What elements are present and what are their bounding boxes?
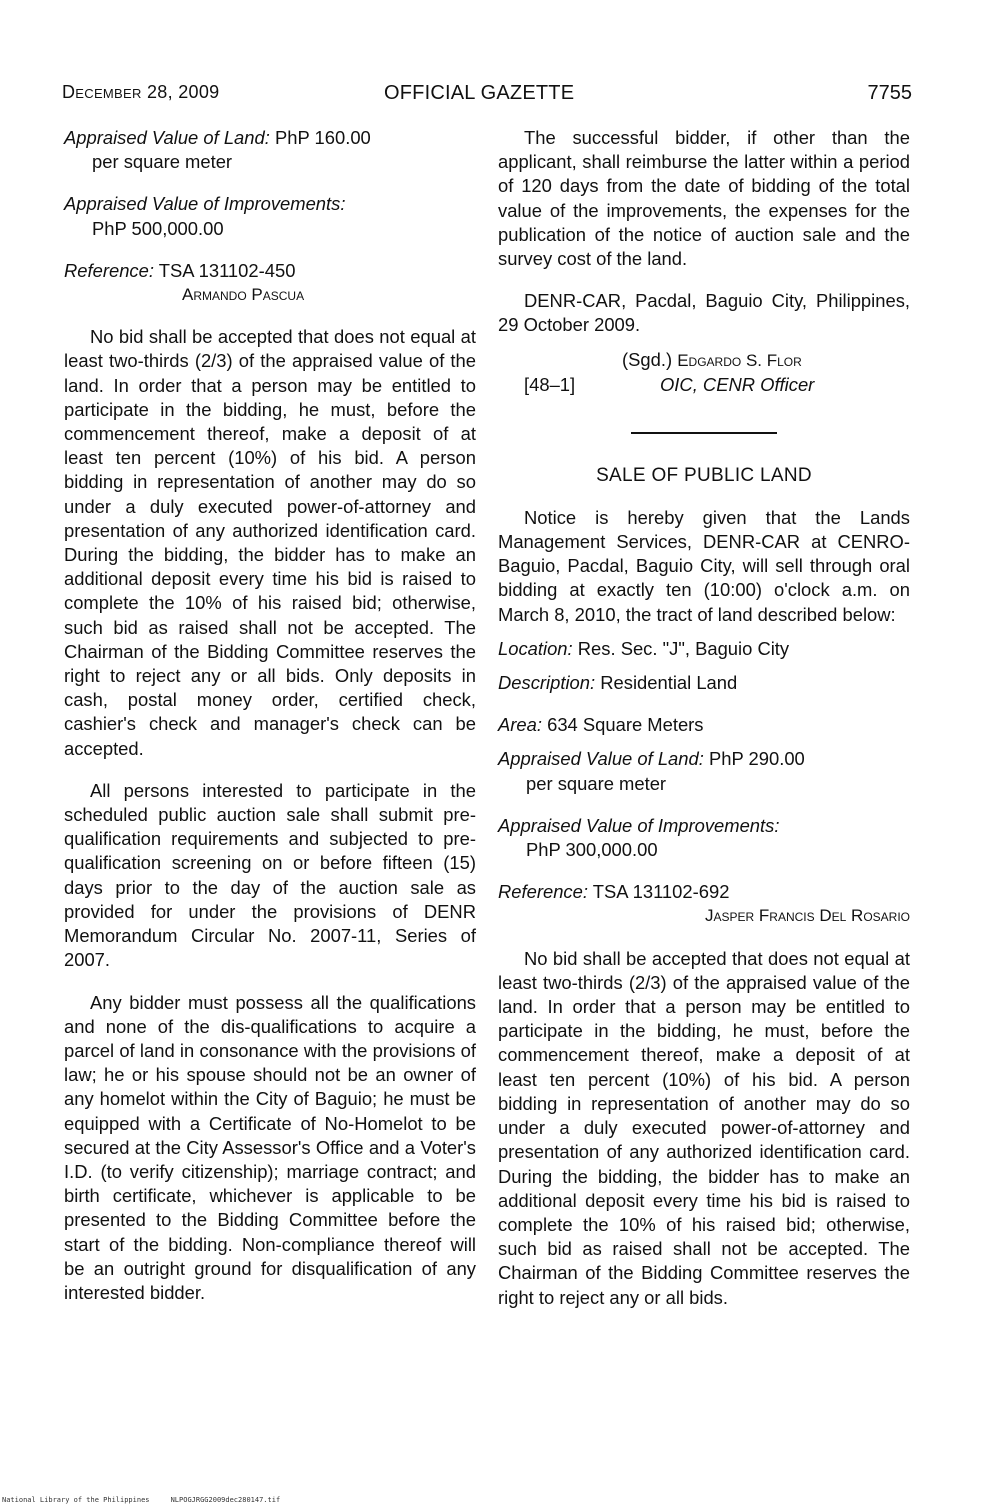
location-item — [498, 637, 910, 661]
reference-label: Reference: — [498, 881, 588, 903]
scan-label: National Library of the Philippines — [2, 1496, 150, 1504]
land-value-item — [64, 126, 476, 174]
signature-block — [498, 348, 910, 398]
page-number: 7755 — [867, 82, 912, 104]
reference-item — [498, 880, 910, 928]
improvements-value: PhP 500,000.00 — [92, 217, 224, 239]
section-title: SALE OF PUBLIC LAND — [596, 464, 812, 486]
prequalification-paragraph: All persons interested to participate in the scheduled public auction sale shall submit pre-qualification requirements and subjected to pre-qualification screening on or before fifteen (15) days prior to the day of the auction sale as provided for under the provisions of DENR Memorandum Circular No. 2007-11, Series of 2007. — [64, 779, 476, 971]
scan-footer — [2, 1496, 280, 1504]
improvements-item — [64, 192, 476, 240]
place-date: DENR-CAR, Pacdal, Baguio City, Philippines, 29 October 2009. — [498, 290, 910, 336]
description-label: Description: — [498, 672, 596, 694]
location-value: Res. Sec. "J", Baguio City — [577, 637, 790, 659]
signatory-title: OIC, CENR Officer — [660, 373, 815, 395]
left-column — [64, 126, 476, 1305]
description-item — [498, 671, 910, 695]
land-value-item — [498, 747, 910, 795]
sgd-prefix: (Sgd.) — [622, 348, 673, 370]
signature-line — [622, 348, 802, 373]
improvements-label: Appraised Value of Improvements: — [498, 814, 780, 836]
qualifications-paragraph: Any bidder must possess all the qualifications and none of the dis-qualifications to acquire a parcel of land in consonance with the provisions of law; he or his spouse should not be an owner of any homelot within the City of Baguio; he must be equipped with a Certificate of No-Homelot to be secured at the City Assessor's Office and a Voter's I.D. (to verify citizenship); marriage contract; and birth certificate, whichever is applicable to be presented to the Bidding Committee before the start of the bidding. Non-compliance thereof will be an outright ground for disqualification of any interested bidder. — [64, 991, 476, 1303]
reference-label: Reference: — [64, 259, 154, 281]
land-value: PhP 290.00 — [708, 748, 805, 770]
bid-rules-paragraph: No bid shall be accepted that does not equal at least two-thirds (2/3) of the appraised value of the land. In order that a person may be entitled to participate in the bidding, he must, before the commencement thereof, make a deposit of at least ten percent (10%) of his bid. A person bidding in representation of another may do so under a duly executed power-of-attorney and presentation of any authorized identification card. During the bidding, the bidder has to make an additional deposit every time his bid is raised to complete the 10% of his raised bid; otherwise, such bid as raised shall not be accepted. The Chairman of the Bidding Committee reserves the right to reject any or all bids. — [498, 947, 910, 1308]
land-value-label: Appraised Value of Land: — [64, 127, 270, 148]
improvements-item — [498, 814, 910, 862]
reference-item — [64, 259, 476, 307]
improvements-label: Appraised Value of Improvements: — [64, 193, 346, 215]
page-header — [62, 82, 912, 108]
right-column — [498, 126, 910, 1310]
section-divider — [631, 432, 777, 434]
land-value: PhP 160.00 — [274, 127, 371, 148]
reference-value: TSA 131102-692 — [592, 881, 730, 903]
issue-code: [48–1] — [524, 373, 576, 395]
issue-date: December 28, 2009 — [62, 82, 220, 102]
signatory-name: Edgardo S. Flor — [677, 350, 802, 370]
land-value-unit: per square meter — [526, 772, 667, 794]
reimbursement-paragraph: The successful bidder, if other than the applicant, shall reimburse the latter within a period of 120 days from the date of bidding of the total value of the improvements, the expenses for the publication of the notice of auction sale and the survey cost of the land. — [498, 127, 910, 270]
area-item — [498, 713, 910, 737]
description-value: Residential Land — [600, 672, 738, 694]
notice-paragraph: Notice is hereby given that the Lands Management Services, DENR-CAR at CENRO-Baguio, Pacdal, Baguio City, will sell through oral bidding at exactly ten (10:00) o'clock a.m. on March 8, 2010, the tract of land described below: — [498, 506, 910, 625]
area-value: 634 Square Meters — [547, 714, 704, 736]
area-label: Area: — [498, 714, 542, 736]
land-value-unit: per square meter — [92, 151, 233, 173]
reference-name: Jasper Francis Del Rosario — [705, 906, 910, 926]
bid-rules-paragraph: No bid shall be accepted that does not equal at least two-thirds (2/3) of the appraised value of the land. In order that a person may be entitled to participate in the bidding, he must, before the commencement thereof, make a deposit of at least ten percent (10%) of his bid. A person bidding in representation of another may do so under a duly executed power-of-attorney and presentation of any authorized identification card. During the bidding, the bidder has to make an additional deposit every time his bid is raised to complete the 10% of his raised bid; otherwise, such bid as raised shall not be accepted. The Chairman of the Bidding Committee reserves the right to reject any or all bids. Only deposits in cash, postal money order, certified check, cashier's check and manager's check can be accepted. — [64, 326, 476, 759]
reference-name: Armando Pascua — [182, 285, 305, 305]
reference-value: TSA 131102-450 — [158, 259, 296, 281]
land-value-label: Appraised Value of Land: — [498, 748, 704, 770]
publication-title: OFFICIAL GAZETTE — [384, 82, 575, 104]
scan-file: NLPOGJRGG2009dec280147.tif — [170, 1496, 281, 1504]
improvements-value: PhP 300,000.00 — [526, 839, 658, 861]
location-label: Location: — [498, 637, 573, 659]
